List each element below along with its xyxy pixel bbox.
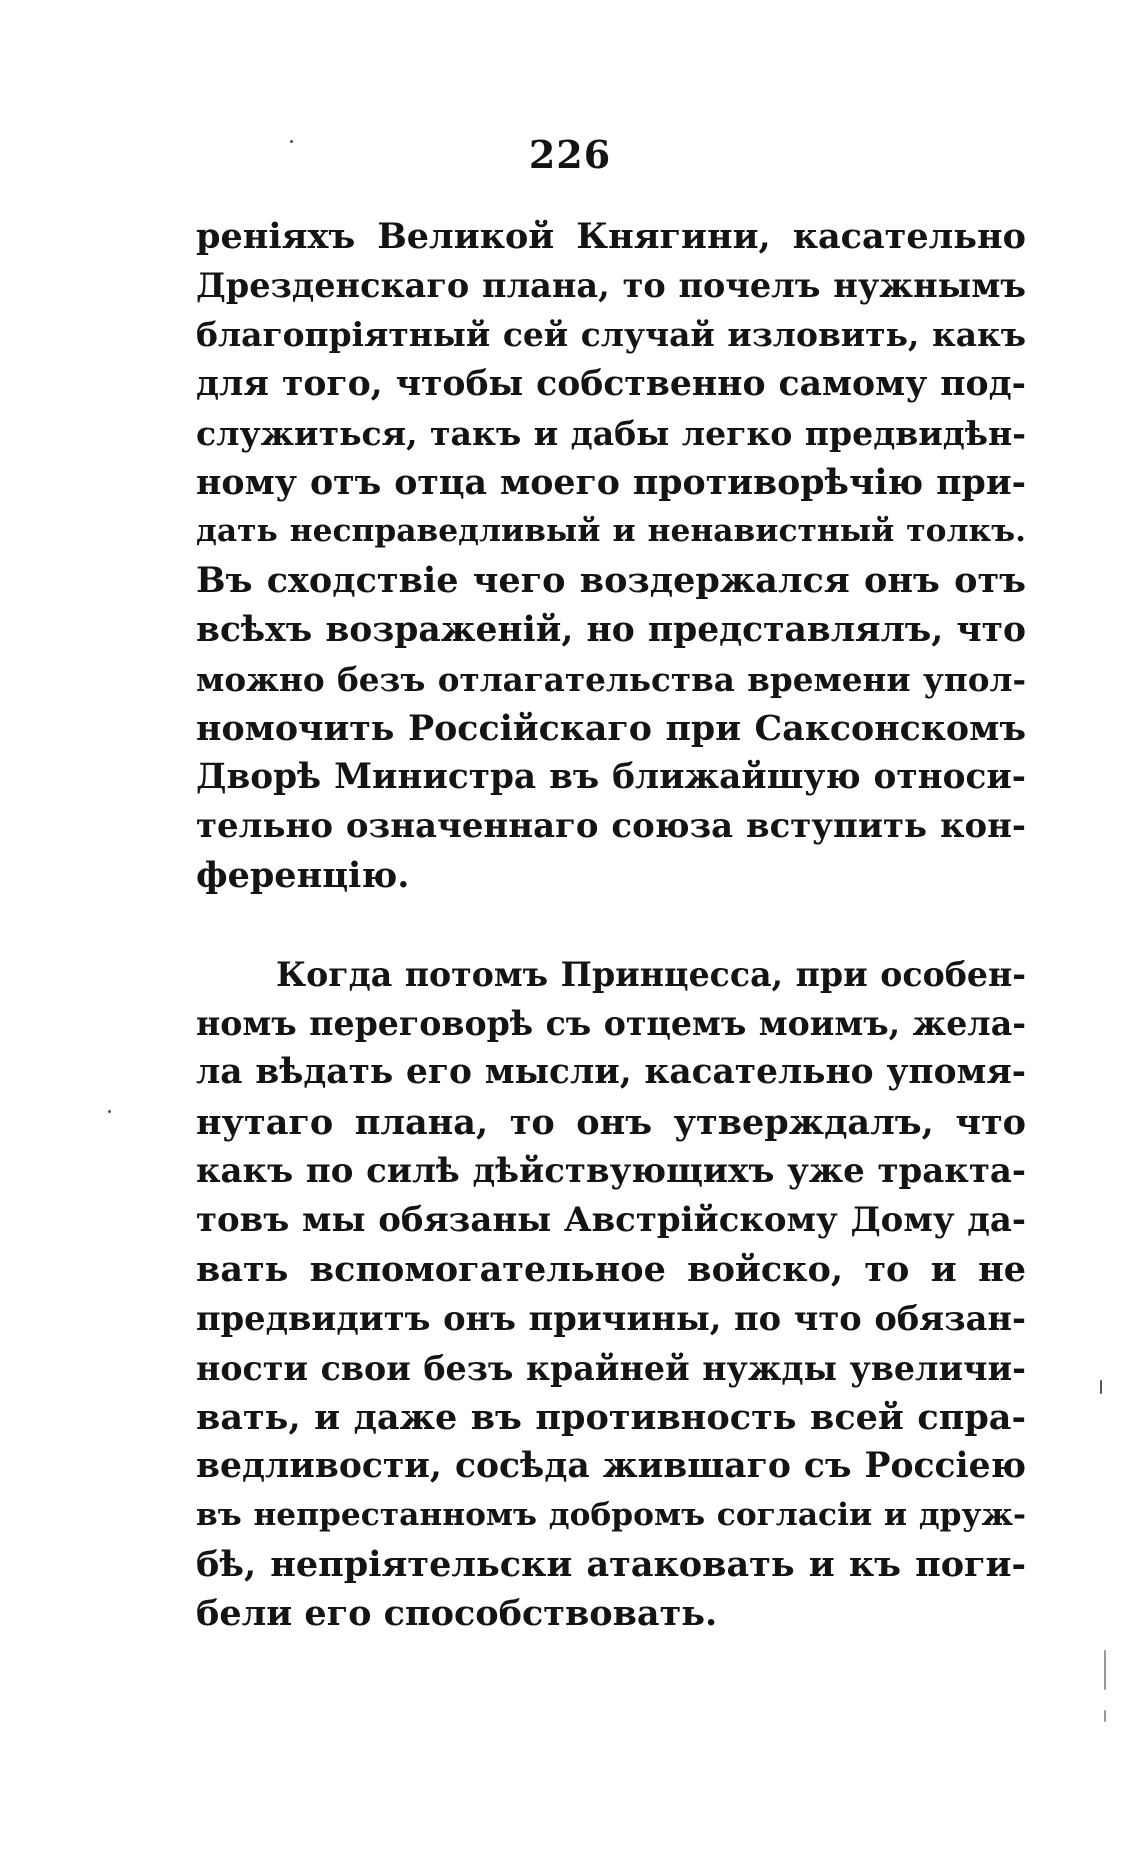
text-line: всѣхъ возраженій, но представлялъ, что <box>196 609 1026 650</box>
text-line: благопріятный сей случай изловить, какъ <box>196 315 1026 355</box>
text-line: для того, чтобы собственно самому под- <box>196 363 1026 404</box>
scan-speck <box>290 140 293 143</box>
scan-speck <box>108 1110 111 1113</box>
text-line: номочить Россійскаго при Саксонскомъ <box>196 707 1026 749</box>
text-line: Дворѣ Министра въ ближайшую относи- <box>196 757 1026 798</box>
text-line: номъ переговорѣ съ отцемъ моимъ, жела- <box>196 1004 1026 1044</box>
text-line: какъ по силѣ дѣйствующихъ уже тракта- <box>196 1150 1026 1191</box>
text-line: вать, и даже въ противность всей спра- <box>196 1396 1026 1438</box>
text-line: товъ мы обязаны Австрійскому Дому да- <box>196 1199 1026 1240</box>
text-line: тельно означеннаго союза вступить кон- <box>196 806 1026 847</box>
text-line: Когда потомъ Принцесса, при особен- <box>276 955 1026 994</box>
text-line: бѣ, непріятельски атаковать и къ поги- <box>196 1544 1026 1586</box>
text-line: ференцію. <box>196 855 410 897</box>
scan-speck <box>1104 1710 1106 1722</box>
text-line: реніяхъ Великой Княгини, касательно <box>196 216 1026 257</box>
text-line: Дрезденскаго плана, то почелъ нужнымъ <box>196 266 1026 306</box>
text-line: можно безъ отлагательства времени упол- <box>196 659 1026 699</box>
text-line: ному отъ отца моего противорѣчію при- <box>196 461 1026 503</box>
text-line: въ непрестанномъ добромъ согласіи и друж- <box>196 1497 1026 1534</box>
text-line: предвидитъ онъ причины, по что обязан- <box>196 1298 1026 1339</box>
scan-speck <box>1104 1650 1106 1690</box>
page-number: 226 <box>528 132 612 177</box>
text-line: служиться, такъ и дабы легко предвидѣн- <box>196 413 1026 453</box>
paragraph-2 <box>196 950 1026 1639</box>
text-line: ности свои безъ крайней нужды увеличи- <box>196 1348 1026 1388</box>
paragraph-1 <box>196 212 1026 901</box>
text-line: бели его способствовать. <box>196 1593 718 1635</box>
text-line: ведливости, сосѣда жившаго съ Россіею <box>196 1445 1026 1486</box>
text-line: нутаго плана, то онъ утверждалъ, что <box>196 1101 1026 1143</box>
scan-speck <box>1100 1380 1102 1394</box>
text-line: вать вспомогательное войско, то и не <box>196 1249 1026 1291</box>
text-line: ла вѣдать его мысли, касательно упомя- <box>196 1052 1026 1093</box>
text-line: дать несправедливый и ненавистный толкъ. <box>196 513 1026 550</box>
text-line: Въ сходствіе чего воздержался онъ отъ <box>196 560 1026 602</box>
